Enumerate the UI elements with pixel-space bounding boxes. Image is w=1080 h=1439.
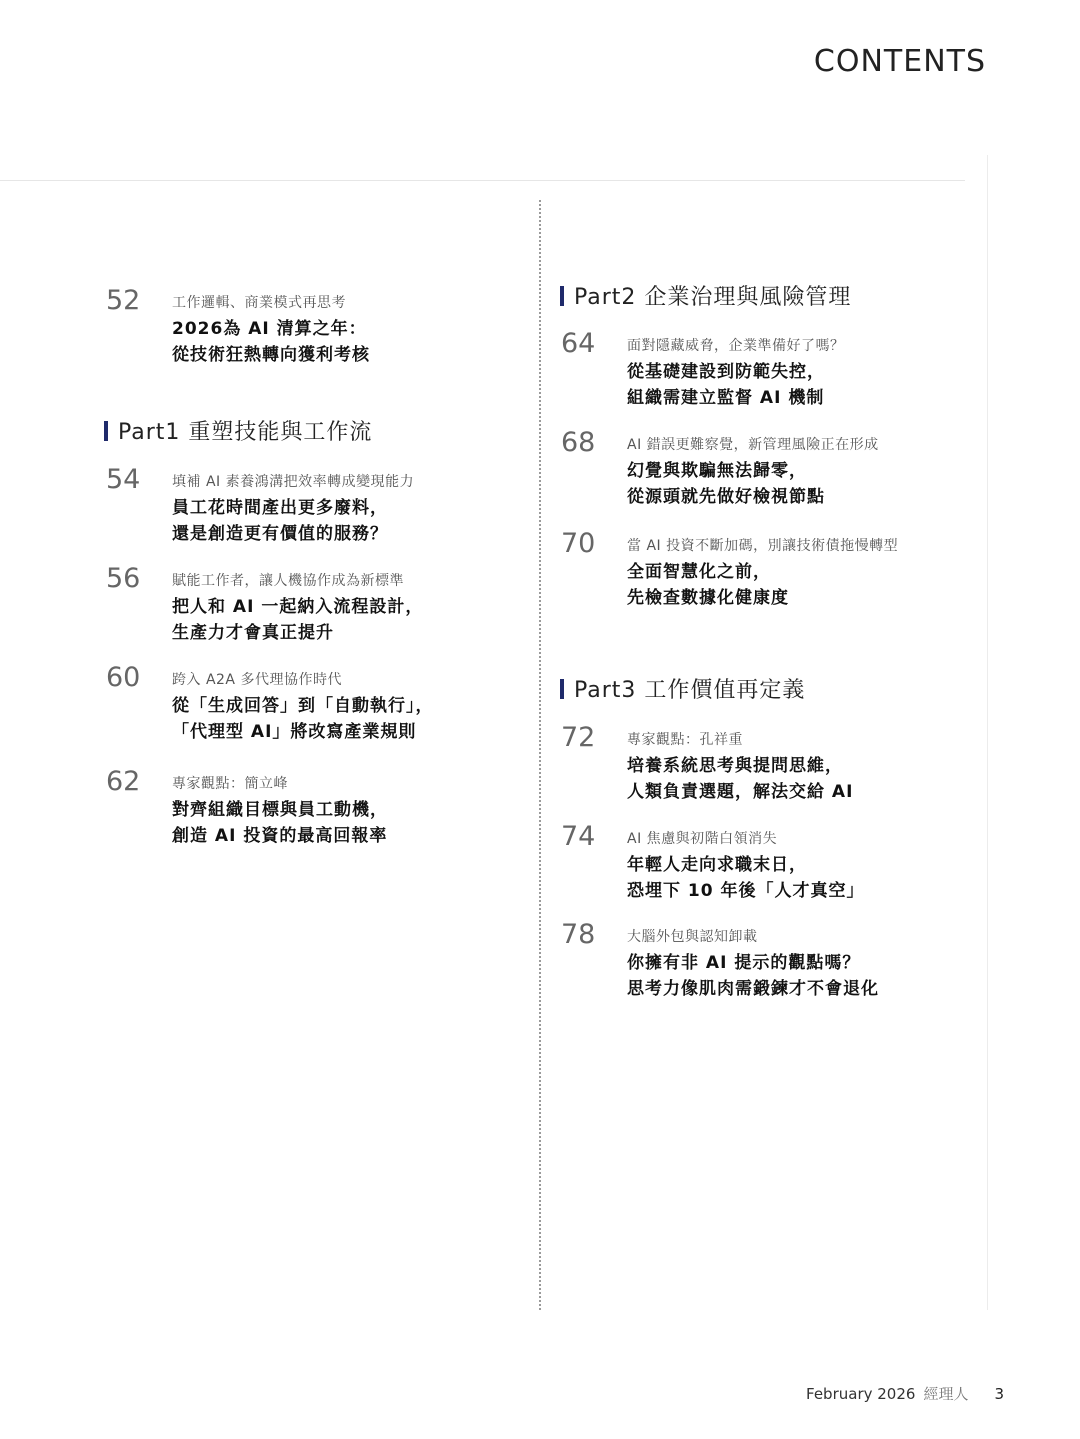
page-number: 70 bbox=[561, 528, 596, 559]
page-number: 56 bbox=[106, 563, 141, 594]
page-number: 54 bbox=[106, 464, 141, 495]
entry-headline: 2026為 AI 清算之年： 從技術狂熱轉向獲利考核 bbox=[172, 319, 370, 365]
entry-kicker: 大腦外包與認知卸載 bbox=[627, 929, 758, 945]
entry-headline: 培養系統思考與提問思維， 人類負責選題，解法交給 AI bbox=[627, 756, 854, 802]
page-number: 64 bbox=[561, 328, 596, 359]
entry-kicker: 面對隱藏威脅，企業準備好了嗎？ bbox=[627, 338, 845, 354]
entry-headline: 年輕人走向求職末日， 恐埋下 10 年後「人才真空」 bbox=[627, 855, 865, 901]
page-number: 60 bbox=[106, 662, 141, 693]
contents-title: CONTENTS bbox=[813, 44, 986, 79]
page-number: 52 bbox=[106, 285, 141, 316]
entry-kicker: 跨入 A2A 多代理協作時代 bbox=[172, 672, 342, 688]
accent-bar bbox=[560, 286, 564, 306]
folio-page-number: 3 bbox=[994, 1385, 1004, 1403]
part2-heading: Part2 企業治理與風險管理 bbox=[560, 280, 851, 311]
page-number: 74 bbox=[561, 821, 596, 852]
page-number: 68 bbox=[561, 427, 596, 458]
entry-headline: 從基礎建設到防範失控， 組織需建立監督 AI 機制 bbox=[627, 362, 825, 408]
top-divider bbox=[0, 180, 965, 181]
page-number: 62 bbox=[106, 766, 141, 797]
entry-kicker: 填補 AI 素養鴻溝把效率轉成變現能力 bbox=[172, 474, 415, 490]
entry-kicker: 工作邏輯、商業模式再思考 bbox=[172, 295, 346, 311]
page-footer bbox=[806, 1383, 1004, 1404]
entry-kicker: AI 焦慮與初階白領消失 bbox=[627, 831, 778, 847]
entry-kicker: AI 錯誤更難察覺，新管理風險正在形成 bbox=[627, 437, 879, 453]
accent-bar bbox=[104, 421, 108, 441]
issue-date: February 2026 bbox=[806, 1385, 916, 1403]
entry-headline: 幻覺與欺騙無法歸零， 從源頭就先做好檢視節點 bbox=[627, 461, 825, 507]
entry-headline: 全面智慧化之前， 先檢查數據化健康度 bbox=[627, 562, 789, 608]
accent-bar bbox=[560, 679, 564, 699]
part3-heading: Part3 工作價值再定義 bbox=[560, 673, 805, 704]
entry-kicker: 賦能工作者，讓人機協作成為新標準 bbox=[172, 573, 404, 589]
entry-headline: 從「生成回答」到「自動執行」， 「代理型 AI」將改寫產業規則 bbox=[172, 696, 434, 742]
center-dotted-divider bbox=[539, 200, 541, 1310]
part1-heading: Part1 重塑技能與工作流 bbox=[104, 415, 372, 446]
entry-kicker: 專家觀點：孔祥重 bbox=[627, 732, 743, 748]
entry-headline: 你擁有非 AI 提示的觀點嗎？ 思考力像肌肉需鍛鍊才不會退化 bbox=[627, 953, 879, 999]
entry-kicker: 當 AI 投資不斷加碼，別讓技術債拖慢轉型 bbox=[627, 538, 899, 554]
entry-kicker: 專家觀點：簡立峰 bbox=[172, 776, 288, 792]
magazine-name: 經理人 bbox=[923, 1385, 969, 1403]
entry-headline: 員工花時間產出更多廢料， 還是創造更有價值的服務？ bbox=[172, 498, 388, 544]
entry-headline: 對齊組織目標與員工動機， 創造 AI 投資的最高回報率 bbox=[172, 800, 388, 846]
right-divider bbox=[987, 155, 988, 1310]
page-number: 72 bbox=[561, 722, 596, 753]
page-number: 78 bbox=[561, 919, 596, 950]
entry-headline: 把人和 AI 一起納入流程設計， 生產力才會真正提升 bbox=[172, 597, 424, 643]
